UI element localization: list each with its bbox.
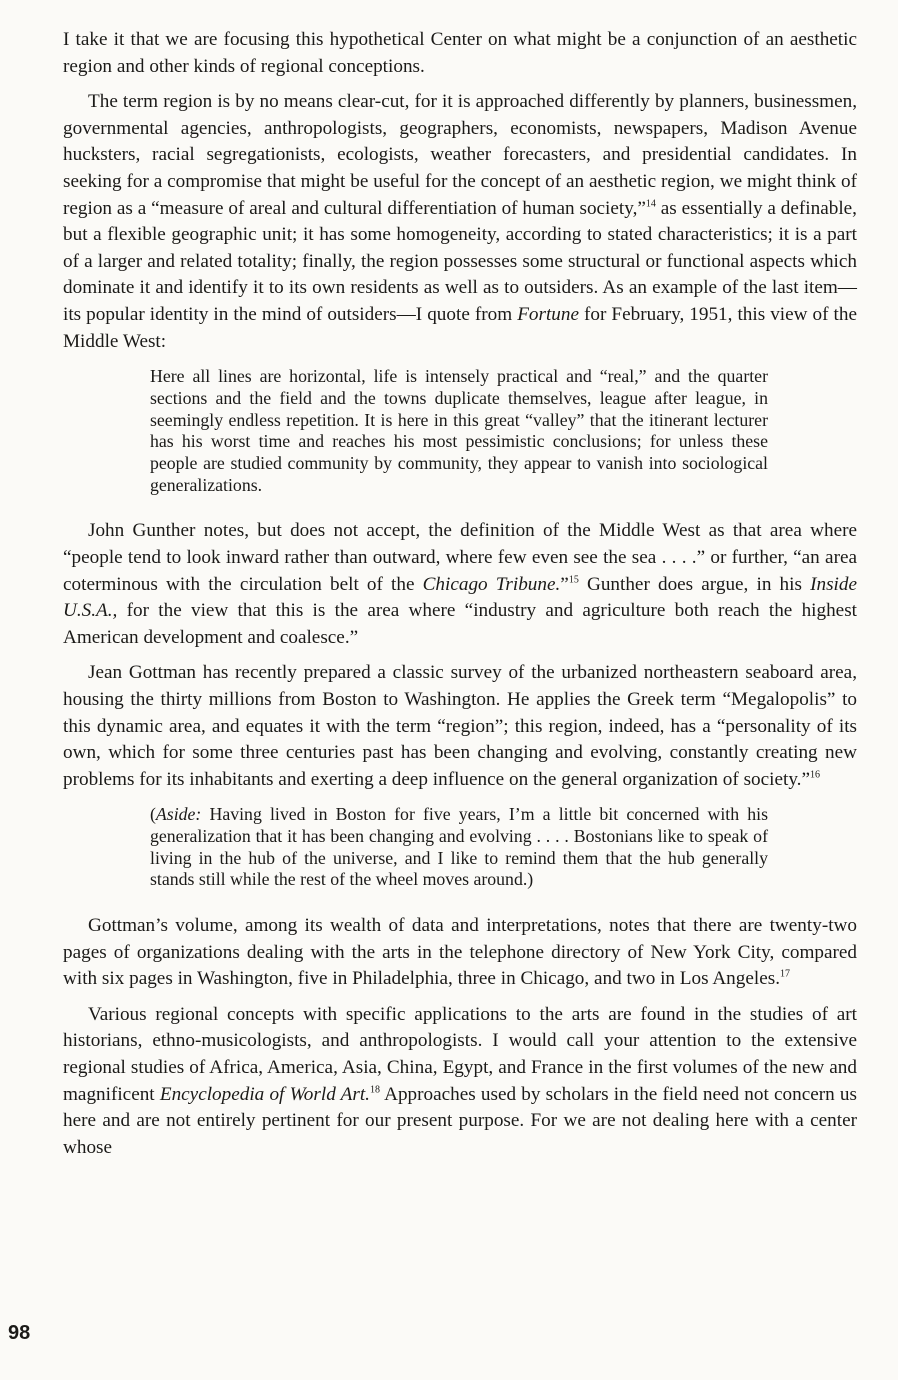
paragraph-text: Approaches used by scholars in the field need not concern us here and are not entirely pertinent for our present purpose. For we are not dealing here with a center whose <box>63 1083 857 1158</box>
paragraph-text: John Gunther notes, but does not accept, the definition of the Middle West as that area where “people tend to look inward rather than outward, where few even see the sea . . . .” or further, “an area coterminous with the circulation belt of the <box>63 520 857 595</box>
paragraph-text: as essentially a definable, but a flexible geographic unit; it has some homogeneity, according to stated characteristics; it is a part of a larger and related totality; finally, the region possesses some structural or functional aspects which dominate it and identify it to its own residents as well as to outsiders. As an example of the last item—its popular identity in the mind of outsiders—I quote from <box>63 197 857 325</box>
paragraph-gottman-volume <box>63 913 857 993</box>
page-number: 98 <box>8 1322 31 1344</box>
paragraph-text: Gunther does argue, in his <box>578 573 811 595</box>
paragraph-gottman-megalopolis <box>63 660 857 793</box>
paragraph-regional-concepts <box>63 1002 857 1162</box>
paragraph-text: I take it that we are focusing this hypothetical Center on what might be a conjunction of an aesthetic region and other kinds of regional conceptions. <box>63 29 857 77</box>
paragraph-text: ” <box>560 573 569 595</box>
block-quote-aside <box>150 804 768 891</box>
italic-aside: Aside: <box>155 804 202 825</box>
footnote-ref: 17 <box>780 968 790 980</box>
quote-text: Having lived in Boston for five years, I’m a little bit concerned with his generalization that it has been changing and evolving . . . . Bostonians like to speak of living in the hub of the universe, and I like to remind them that the hub generally stands still while the rest of the wheel moves around.) <box>150 804 768 890</box>
block-quote-fortune <box>150 366 768 496</box>
paragraph-gunther <box>63 518 857 651</box>
footnote-ref: 15 <box>568 574 579 586</box>
paragraph-text: for February, 1951, this view of the Middle West: <box>63 303 857 352</box>
quote-text: Here all lines are horizontal, life is intensely practical and “real,” and the quarter sections and the field and the towns duplicate themselves, league after league, in seemingly endless repetition. It is here in this great “valley” that the itinerant lecturer has his worst time and reaches his most pessimistic conclusions; for unless these people are studied community by community, they appear to vanish into sociological generalizations. <box>150 366 768 495</box>
paragraph-text: Jean Gottman has recently prepared a classic survey of the urbanized northeastern seaboard area, housing the thirty millions from Boston to Washington. He applies the Greek term “Megalopolis” to this dynamic area, and equates it with the term “region”; this region, indeed, has a “personality of its own, which for some three centuries past has been changing and evolving, constantly creating new problems for its inhabitants and exerting a deep influence on the general organization of society.” <box>63 662 857 790</box>
italic-title: Inside U.S.A., <box>63 573 857 622</box>
footnote-ref: 18 <box>369 1084 380 1096</box>
italic-title: Fortune <box>517 303 580 325</box>
paragraph-center-focus <box>63 27 857 80</box>
footnote-ref: 16 <box>810 769 820 781</box>
paragraph-region-definition <box>63 89 857 355</box>
italic-title: Encyclopedia of World Art. <box>159 1083 370 1105</box>
paragraph-text: Gottman’s volume, among its wealth of data and interpretations, notes that there are twenty-two pages of organizations dealing with the arts in the telephone directory of New York City, compared with six pages in Washington, five in Philadelphia, three in Chicago, and two in Los Angeles. <box>63 915 857 990</box>
italic-title: Chicago Tribune. <box>422 573 561 595</box>
paragraph-text: The term region is by no means clear-cut, for it is approached differently by planners, businessmen, governmental agencies, anthropologists, geographers, economists, newspapers, Madison Avenue hucksters, racial segregationists, ecologists, weather forecasters, and presidential candidates. In seeking for a compromise that might be useful for the concept of an aesthetic region, we might think of region as a “measure of areal and cultural differentiation of human society,” <box>63 91 857 219</box>
paragraph-text: Various regional concepts with specific applications to the arts are found in the studies of art historians, ethno-musicologists, and anthropologists. I would call your attention to the extensive regional studies of Africa, America, Asia, China, Egypt, and France in the first volumes of the new and magnificent <box>63 1003 857 1105</box>
quote-text: ( <box>150 804 156 825</box>
footnote-ref: 14 <box>645 198 656 210</box>
paragraph-text: for the view that this is the area where “industry and agriculture both reach the highest American development and coalesce.” <box>63 600 857 648</box>
page-body <box>63 27 857 1161</box>
